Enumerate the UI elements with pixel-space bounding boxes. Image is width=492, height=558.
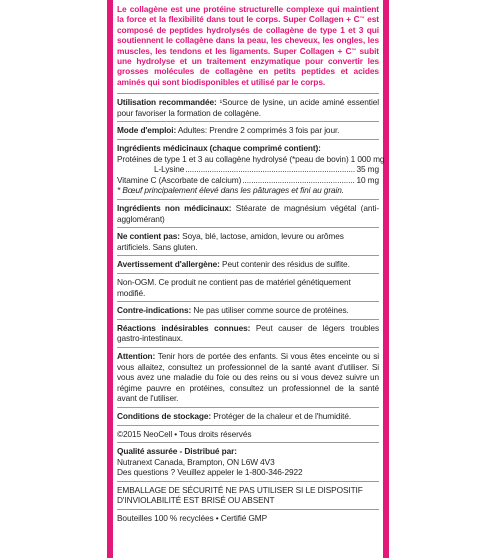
allergen-label: Avertissement d'allergène:	[117, 259, 220, 270]
ingredient-row	[117, 164, 379, 175]
contraindications-section	[117, 301, 379, 319]
gmo-text: Non-OGM. Ce produit ne contient pas de matériel génétiquement modifié.	[117, 276, 351, 298]
intro-paragraph: Le collagène est une protéine structurelle complexe qui maintient la force et la flexibilité dans tout le corps. Super Collagen + C™ est composé de peptides hydrolysés de collagène de type 1 et 3 qui soutiennent le collagène dans la peau, les cheveux, les ongles, les muscles, les tendons et les ligaments. Super Collagen + C™ subit une hydrolyse et un traitement enzymatique pour convertir les grosses molécules de collagène en petits peptides et acides aminés qui sont biodisponibles et utilisé par le corps.	[117, 4, 379, 87]
leader-dots	[185, 164, 355, 175]
medicinal-ingredients-section	[117, 139, 385, 199]
dosage-label: Mode d'emploi:	[117, 125, 177, 136]
allergen-text: Peut contenir des résidus de sulfite.	[219, 259, 350, 270]
usage-text: ¹Source de lysine, un acide aminé essentiel pour favoriser la formation de collagène.	[117, 97, 380, 118]
copyright-text: ©2015 NeoCell • Tous droits réservés	[117, 428, 252, 439]
ingredient-amount: 1 000 mg	[350, 153, 385, 164]
medicinal-label: Ingrédients médicinaux (chaque comprimé contient):	[117, 143, 321, 154]
trademark-symbol: ™	[359, 16, 365, 23]
nonmedicinal-section	[117, 199, 379, 227]
seal-warning: EMBALLAGE DE SÉCURITÉ NE PAS UTILISER SI LE DISPOSITIF D'INVIOLABILITÉ EST BRISÉ OU ABSENT	[117, 484, 363, 506]
leader-dots	[242, 175, 355, 186]
trademark-symbol: ™	[351, 47, 357, 54]
ingredient-row	[117, 153, 385, 165]
adverse-reactions-section	[117, 319, 379, 347]
recycle-section	[117, 509, 379, 527]
storage-label: Conditions de stockage:	[117, 410, 212, 421]
ingredient-name: Vitamine C (Ascorbate de calcium)	[117, 174, 242, 185]
ingredient-name: L-Lysine	[154, 164, 185, 175]
dosage-text: Adultes: Prendre 2 comprimés 3 fois par jour.	[176, 125, 340, 136]
ingredient-name: Protéines de type 1 et 3 au collagène hydrolysé (*peau de bovin)	[117, 153, 349, 164]
caution-label: Attention:	[117, 350, 156, 361]
distributor-phone: Des questions ? Veuillez appeler le 1-800-346-2922	[117, 467, 303, 478]
right-accent-border	[383, 0, 389, 558]
ingredient-row	[117, 175, 379, 186]
free-of-text: Soya, blé, lactose, amidon, levure ou arômes artificiels. Sans gluten.	[117, 231, 344, 252]
dosage-section	[117, 121, 379, 139]
caution-text: Tenir hors de portée des enfants. Si vous êtes enceinte ou si vous allaitez, consultez un professionnel de la santé avant d'utiliser. Si vous avez une maladie du foie ou des reins ou si vous devez suivre un régime pauvre en protéines, consultez un professionnel de la santé avant de l'utiliser.	[117, 350, 379, 404]
contra-label: Contre-indications:	[117, 305, 192, 316]
allergen-section	[117, 255, 379, 273]
contra-text: Ne pas utiliser comme source de protéines.	[191, 305, 349, 316]
nonmedicinal-label: Ingrédients non médicinaux:	[117, 203, 232, 213]
usage-section	[117, 93, 379, 121]
seal-section	[117, 481, 379, 509]
recycle-text: Bouteilles 100 % recyclées • Certifié GMP	[117, 513, 268, 524]
distributor-section	[117, 442, 379, 481]
ingredient-amount: 10 mg	[356, 174, 379, 185]
distributor-address: Nutranext Canada, Brampton, ON L6W 4V3	[117, 456, 275, 467]
adverse-label: Réactions indésirables connues:	[117, 322, 251, 333]
free-of-section	[117, 227, 379, 255]
product-label-text	[113, 0, 383, 558]
copyright-section	[117, 425, 379, 443]
storage-section	[117, 407, 379, 425]
distributor-label: Qualité assurée - Distribué par:	[117, 446, 237, 457]
ingredient-footnote: * Bœuf principalement élevé dans les pâturages et fini au grain.	[117, 185, 344, 196]
ingredient-amount: 35 mg	[356, 164, 379, 175]
free-of-label: Ne contient pas:	[117, 231, 180, 242]
usage-label: Utilisation recommandée:	[117, 97, 217, 108]
gmo-section	[117, 273, 379, 301]
nonmedicinal-text: Stéarate de magnésium végétal (anti-agglomérant)	[117, 203, 379, 224]
caution-section	[117, 347, 379, 407]
adverse-text: Peut causer de légers troubles gastro-intestinaux.	[117, 322, 379, 344]
storage-text: Protéger de la chaleur et de l'humidité.	[211, 410, 352, 421]
